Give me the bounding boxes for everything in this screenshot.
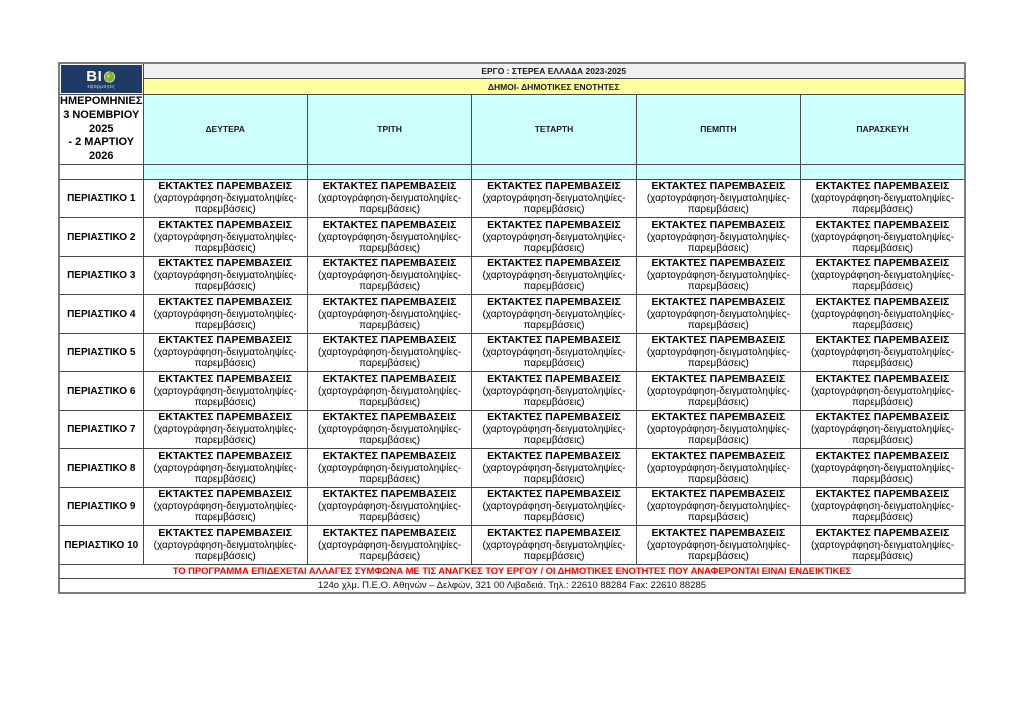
cell-subtitle: (χαρτογράφηση-δειγματοληψίες-παρεμβάσεις) xyxy=(646,424,790,447)
cell-subtitle: (χαρτογράφηση-δειγματοληψίες-παρεμβάσεις) xyxy=(482,462,626,485)
schedule-cell xyxy=(636,487,800,526)
cell-subtitle: (χαρτογράφηση-δειγματοληψίες-παρεμβάσεις) xyxy=(318,231,462,254)
cell-title: ΕΚΤΑΚΤΕΣ ΠΑΡΕΜΒΑΣΕΙΣ xyxy=(651,257,786,270)
date-range-header xyxy=(59,95,143,165)
cell-title: ΕΚΤΑΚΤΕΣ ΠΑΡΕΜΒΑΣΕΙΣ xyxy=(815,488,950,501)
zone-label: ΠΕΡΙΑΣΤΙΚΟ 2 xyxy=(59,218,143,257)
schedule-cell xyxy=(636,256,800,295)
logo-text: BI xyxy=(86,67,103,85)
schedule-cell xyxy=(307,410,471,449)
day-header-wednesday: ΤΕΤΑΡΤΗ xyxy=(472,95,636,165)
schedule-cell xyxy=(307,179,471,218)
cell-subtitle: (χαρτογράφηση-δειγματοληψίες-παρεμβάσεις) xyxy=(482,308,626,331)
schedule-cell xyxy=(143,333,307,372)
table-row xyxy=(59,410,965,449)
zone-label: ΠΕΡΙΑΣΤΙΚΟ 7 xyxy=(59,410,143,449)
cell-subtitle: (χαρτογράφηση-δειγματοληψίες-παρεμβάσεις) xyxy=(646,462,790,485)
cell-subtitle: (χαρτογράφηση-δειγματοληψίες-παρεμβάσεις) xyxy=(646,308,790,331)
cell-title: ΕΚΤΑΚΤΕΣ ΠΑΡΕΜΒΑΣΕΙΣ xyxy=(815,372,950,385)
spacer-cell xyxy=(307,164,471,179)
cell-title: ΕΚΤΑΚΤΕΣ ΠΑΡΕΜΒΑΣΕΙΣ xyxy=(158,449,293,462)
logo-subtitle: εφαρμογές xyxy=(87,83,116,90)
schedule-cell xyxy=(801,295,965,334)
cell-subtitle: (χαρτογράφηση-δειγματοληψίες-παρεμβάσεις) xyxy=(482,385,626,408)
table-row xyxy=(59,449,965,488)
cell-title: ΕΚΤΑΚΤΕΣ ΠΑΡΕΜΒΑΣΕΙΣ xyxy=(322,295,457,308)
cell-subtitle: (χαρτογράφηση-δειγματοληψίες-παρεμβάσεις) xyxy=(646,539,790,562)
project-title: ΕΡΓΟ : ΣΤΕΡΕΑ ΕΛΛΑΔΑ 2023-2025 xyxy=(143,63,965,79)
cell-title: ΕΚΤΑΚΤΕΣ ΠΑΡΕΜΒΑΣΕΙΣ xyxy=(487,334,621,347)
cell-title: ΕΚΤΑΚΤΕΣ ΠΑΡΕΜΒΑΣΕΙΣ xyxy=(487,449,621,462)
cell-title: ΕΚΤΑΚΤΕΣ ΠΑΡΕΜΒΑΣΕΙΣ xyxy=(322,411,457,424)
cell-title: ΕΚΤΑΚΤΕΣ ΠΑΡΕΜΒΑΣΕΙΣ xyxy=(815,257,950,270)
cell-subtitle: (χαρτογράφηση-δειγματοληψίες-παρεμβάσεις) xyxy=(810,462,955,485)
olive-o-icon xyxy=(103,70,116,83)
schedule-cell xyxy=(801,218,965,257)
cell-subtitle: (χαρτογράφηση-δειγματοληψίες-παρεμβάσεις) xyxy=(810,539,955,562)
day-header-tuesday: ΤΡΙΤΗ xyxy=(307,95,471,165)
cell-subtitle: (χαρτογράφηση-δειγματοληψίες-παρεμβάσεις) xyxy=(810,424,955,447)
cell-subtitle: (χαρτογράφηση-δειγματοληψίες-παρεμβάσεις) xyxy=(153,501,297,524)
table-row xyxy=(59,218,965,257)
cell-title: ΕΚΤΑΚΤΕΣ ΠΑΡΕΜΒΑΣΕΙΣ xyxy=(158,257,293,270)
cell-title: ΕΚΤΑΚΤΕΣ ΠΑΡΕΜΒΑΣΕΙΣ xyxy=(815,180,950,193)
date-range-line3: - 2 ΜΑΡΤΙΟΥ 2026 xyxy=(68,136,135,162)
cell-title: ΕΚΤΑΚΤΕΣ ΠΑΡΕΜΒΑΣΕΙΣ xyxy=(487,526,621,539)
cell-subtitle: (χαρτογράφηση-δειγματοληψίες-παρεμβάσεις) xyxy=(153,424,297,447)
cell-subtitle: (χαρτογράφηση-δειγματοληψίες-παρεμβάσεις) xyxy=(482,501,626,524)
schedule-cell xyxy=(472,218,636,257)
banner-row-municipalities xyxy=(59,79,965,95)
cell-title: ΕΚΤΑΚΤΕΣ ΠΑΡΕΜΒΑΣΕΙΣ xyxy=(651,218,786,231)
schedule-cell xyxy=(307,218,471,257)
cell-subtitle: (χαρτογράφηση-δειγματοληψίες-παρεμβάσεις) xyxy=(153,347,297,370)
cell-subtitle: (χαρτογράφηση-δειγματοληψίες-παρεμβάσεις) xyxy=(482,270,626,293)
zone-label: ΠΕΡΙΑΣΤΙΚΟ 5 xyxy=(59,333,143,372)
cell-subtitle: (χαρτογράφηση-δειγματοληψίες-παρεμβάσεις) xyxy=(153,462,297,485)
cell-title: ΕΚΤΑΚΤΕΣ ΠΑΡΕΜΒΑΣΕΙΣ xyxy=(322,449,457,462)
zone-label: ΠΕΡΙΑΣΤΙΚΟ 4 xyxy=(59,295,143,334)
schedule-cell xyxy=(801,449,965,488)
table-row xyxy=(59,333,965,372)
schedule-cell xyxy=(472,526,636,565)
cell-subtitle: (χαρτογράφηση-δειγματοληψίες-παρεμβάσεις) xyxy=(810,347,955,370)
cell-title: ΕΚΤΑΚΤΕΣ ΠΑΡΕΜΒΑΣΕΙΣ xyxy=(487,372,621,385)
cell-title: ΕΚΤΑΚΤΕΣ ΠΑΡΕΜΒΑΣΕΙΣ xyxy=(158,334,293,347)
cell-title: ΕΚΤΑΚΤΕΣ ΠΑΡΕΜΒΑΣΕΙΣ xyxy=(322,218,457,231)
cell-subtitle: (χαρτογράφηση-δειγματοληψίες-παρεμβάσεις) xyxy=(646,270,790,293)
cell-subtitle: (χαρτογράφηση-δειγματοληψίες-παρεμβάσεις) xyxy=(318,462,462,485)
cell-subtitle: (χαρτογράφηση-δειγματοληψίες-παρεμβάσεις) xyxy=(482,193,626,216)
schedule-cell xyxy=(472,295,636,334)
schedule-cell xyxy=(636,333,800,372)
cell-title: ΕΚΤΑΚΤΕΣ ΠΑΡΕΜΒΑΣΕΙΣ xyxy=(487,488,621,501)
cell-subtitle: (χαρτογράφηση-δειγματοληψίες-παρεμβάσεις) xyxy=(318,501,462,524)
cell-subtitle: (χαρτογράφηση-δειγματοληψίες-παρεμβάσεις) xyxy=(482,424,626,447)
schedule-cell xyxy=(143,218,307,257)
program-notice: ΤΟ ΠΡΟΓΡΑΜΜΑ ΕΠΙΔΕΧΕΤΑΙ ΑΛΛΑΓΕΣ ΣΥΜΦΩΝΑ ΜΕ ΤΙΣ ΑΝΑΓΚΕΣ ΤΟΥ ΕΡΓΟΥ / ΟΙ ΔΗΜΟΤΙΚΕΣ ΕΝΟΤΗΤΕΣ ΠΟΥ ΑΝΑΦΕΡΟΝΤΑΙ ΕΙΝΑΙ ΕΝΔΕΙΚΤΙΚΕΣ xyxy=(59,564,965,578)
date-range-line2: 3 ΝΟΕΜΒΡΙΟΥ 2025 xyxy=(63,108,140,135)
schedule-cell xyxy=(472,333,636,372)
cell-title: ΕΚΤΑΚΤΕΣ ΠΑΡΕΜΒΑΣΕΙΣ xyxy=(651,180,786,193)
schedule-cell xyxy=(307,487,471,526)
logo-cell xyxy=(59,63,143,95)
schedule-cell xyxy=(801,372,965,411)
schedule-cell xyxy=(143,295,307,334)
cell-subtitle: (χαρτογράφηση-δειγματοληψίες-παρεμβάσεις) xyxy=(646,231,790,254)
cell-subtitle: (χαρτογράφηση-δειγματοληψίες-παρεμβάσεις) xyxy=(810,231,955,254)
schedule-cell xyxy=(801,410,965,449)
schedule-cell xyxy=(143,449,307,488)
table-row xyxy=(59,256,965,295)
schedule-cell xyxy=(143,179,307,218)
cell-subtitle: (χαρτογράφηση-δειγματοληψίες-παρεμβάσεις) xyxy=(153,193,297,216)
schedule-cell xyxy=(636,372,800,411)
schedule-cell xyxy=(307,256,471,295)
schedule-cell xyxy=(307,372,471,411)
spacer-cell xyxy=(636,164,800,179)
cell-title: ΕΚΤΑΚΤΕΣ ΠΑΡΕΜΒΑΣΕΙΣ xyxy=(651,526,786,539)
schedule-cell xyxy=(801,179,965,218)
contact-footer: 124ο χλμ. Π.Ε.Ο. Αθηνών – Δελφών, 321 00 Λιβαδειά. Τηλ.: 22610 88284 Fax: 22610 88285 xyxy=(59,578,965,593)
schedule-cell xyxy=(636,526,800,565)
cell-subtitle: (χαρτογράφηση-δειγματοληψίες-παρεμβάσεις) xyxy=(318,539,462,562)
date-range-line1: ΗΜΕΡΟΜΗΝΙΕΣ xyxy=(60,95,143,107)
cell-subtitle: (χαρτογράφηση-δειγματοληψίες-παρεμβάσεις) xyxy=(153,539,297,562)
cell-subtitle: (χαρτογράφηση-δειγματοληψίες-παρεμβάσεις) xyxy=(153,231,297,254)
cell-title: ΕΚΤΑΚΤΕΣ ΠΑΡΕΜΒΑΣΕΙΣ xyxy=(487,411,621,424)
schedule-cell xyxy=(636,449,800,488)
schedule-cell xyxy=(472,179,636,218)
schedule-cell xyxy=(636,410,800,449)
cell-subtitle: (χαρτογράφηση-δειγματοληψίες-παρεμβάσεις) xyxy=(646,193,790,216)
schedule-cell xyxy=(307,526,471,565)
schedule-cell xyxy=(143,487,307,526)
cell-subtitle: (χαρτογράφηση-δειγματοληψίες-παρεμβάσεις) xyxy=(482,539,626,562)
municipalities-title: ΔΗΜΟΙ- ΔΗΜΟΤΙΚΕΣ ΕΝΟΤΗΤΕΣ xyxy=(143,79,965,95)
cell-title: ΕΚΤΑΚΤΕΣ ΠΑΡΕΜΒΑΣΕΙΣ xyxy=(815,218,950,231)
cell-title: ΕΚΤΑΚΤΕΣ ΠΑΡΕΜΒΑΣΕΙΣ xyxy=(815,526,950,539)
cell-title: ΕΚΤΑΚΤΕΣ ΠΑΡΕΜΒΑΣΕΙΣ xyxy=(158,218,293,231)
cell-title: ΕΚΤΑΚΤΕΣ ΠΑΡΕΜΒΑΣΕΙΣ xyxy=(322,526,457,539)
notice-row xyxy=(59,564,965,578)
cell-title: ΕΚΤΑΚΤΕΣ ΠΑΡΕΜΒΑΣΕΙΣ xyxy=(322,372,457,385)
cell-title: ΕΚΤΑΚΤΕΣ ΠΑΡΕΜΒΑΣΕΙΣ xyxy=(487,295,621,308)
cell-title: ΕΚΤΑΚΤΕΣ ΠΑΡΕΜΒΑΣΕΙΣ xyxy=(487,218,621,231)
schedule-cell xyxy=(472,449,636,488)
day-header-thursday: ΠΕΜΠΤΗ xyxy=(636,95,800,165)
table-row xyxy=(59,487,965,526)
schedule-cell xyxy=(307,449,471,488)
day-header-friday: ΠΑΡΑΣΚΕΥΗ xyxy=(801,95,965,165)
spacer-row xyxy=(59,164,965,179)
cell-title: ΕΚΤΑΚΤΕΣ ΠΑΡΕΜΒΑΣΕΙΣ xyxy=(487,180,621,193)
schedule-cell xyxy=(143,256,307,295)
cell-title: ΕΚΤΑΚΤΕΣ ΠΑΡΕΜΒΑΣΕΙΣ xyxy=(322,257,457,270)
cell-title: ΕΚΤΑΚΤΕΣ ΠΑΡΕΜΒΑΣΕΙΣ xyxy=(158,488,293,501)
schedule-cell xyxy=(472,256,636,295)
schedule-cell xyxy=(801,526,965,565)
cell-title: ΕΚΤΑΚΤΕΣ ΠΑΡΕΜΒΑΣΕΙΣ xyxy=(158,526,293,539)
cell-subtitle: (χαρτογράφηση-δειγματοληψίες-παρεμβάσεις) xyxy=(810,193,955,216)
schedule-cell xyxy=(307,333,471,372)
cell-title: ΕΚΤΑΚΤΕΣ ΠΑΡΕΜΒΑΣΕΙΣ xyxy=(651,449,786,462)
cell-title: ΕΚΤΑΚΤΕΣ ΠΑΡΕΜΒΑΣΕΙΣ xyxy=(158,180,293,193)
spacer-cell xyxy=(143,164,307,179)
schedule-cell xyxy=(636,218,800,257)
cell-title: ΕΚΤΑΚΤΕΣ ΠΑΡΕΜΒΑΣΕΙΣ xyxy=(158,295,293,308)
day-header-monday: ΔΕΥΤΕΡΑ xyxy=(143,95,307,165)
zone-label: ΠΕΡΙΑΣΤΙΚΟ 9 xyxy=(59,487,143,526)
cell-subtitle: (χαρτογράφηση-δειγματοληψίες-παρεμβάσεις) xyxy=(153,308,297,331)
spacer-cell xyxy=(801,164,965,179)
schedule-cell xyxy=(307,295,471,334)
table-row xyxy=(59,179,965,218)
day-header-row xyxy=(59,95,965,165)
bio-logo xyxy=(61,65,142,93)
table-row xyxy=(59,295,965,334)
cell-title: ΕΚΤΑΚΤΕΣ ΠΑΡΕΜΒΑΣΕΙΣ xyxy=(322,488,457,501)
cell-title: ΕΚΤΑΚΤΕΣ ΠΑΡΕΜΒΑΣΕΙΣ xyxy=(651,411,786,424)
cell-subtitle: (χαρτογράφηση-δειγματοληψίες-παρεμβάσεις) xyxy=(318,270,462,293)
footer-row xyxy=(59,578,965,593)
schedule-cell xyxy=(143,526,307,565)
cell-subtitle: (χαρτογράφηση-δειγματοληψίες-παρεμβάσεις) xyxy=(318,308,462,331)
cell-subtitle: (χαρτογράφηση-δειγματοληψίες-παρεμβάσεις) xyxy=(646,501,790,524)
zone-label: ΠΕΡΙΑΣΤΙΚΟ 1 xyxy=(59,179,143,218)
cell-title: ΕΚΤΑΚΤΕΣ ΠΑΡΕΜΒΑΣΕΙΣ xyxy=(815,411,950,424)
zone-label: ΠΕΡΙΑΣΤΙΚΟ 10 xyxy=(59,526,143,565)
zone-label: ΠΕΡΙΑΣΤΙΚΟ 6 xyxy=(59,372,143,411)
cell-subtitle: (χαρτογράφηση-δειγματοληψίες-παρεμβάσεις) xyxy=(810,385,955,408)
schedule-cell xyxy=(636,179,800,218)
cell-subtitle: (χαρτογράφηση-δειγματοληψίες-παρεμβάσεις) xyxy=(153,270,297,293)
table-row xyxy=(59,372,965,411)
cell-title: ΕΚΤΑΚΤΕΣ ΠΑΡΕΜΒΑΣΕΙΣ xyxy=(651,488,786,501)
schedule-cell xyxy=(801,256,965,295)
zone-label: ΠΕΡΙΑΣΤΙΚΟ 8 xyxy=(59,449,143,488)
cell-title: ΕΚΤΑΚΤΕΣ ΠΑΡΕΜΒΑΣΕΙΣ xyxy=(651,334,786,347)
schedule-cell xyxy=(801,333,965,372)
cell-subtitle: (χαρτογράφηση-δειγματοληψίες-παρεμβάσεις) xyxy=(646,347,790,370)
cell-subtitle: (χαρτογράφηση-δειγματοληψίες-παρεμβάσεις) xyxy=(482,347,626,370)
schedule-cell xyxy=(801,487,965,526)
cell-title: ΕΚΤΑΚΤΕΣ ΠΑΡΕΜΒΑΣΕΙΣ xyxy=(815,334,950,347)
cell-title: ΕΚΤΑΚΤΕΣ ΠΑΡΕΜΒΑΣΕΙΣ xyxy=(487,257,621,270)
schedule-cell xyxy=(143,410,307,449)
cell-subtitle: (χαρτογράφηση-δειγματοληψίες-παρεμβάσεις) xyxy=(318,193,462,216)
cell-title: ΕΚΤΑΚΤΕΣ ΠΑΡΕΜΒΑΣΕΙΣ xyxy=(815,449,950,462)
schedule-cell xyxy=(472,487,636,526)
schedule-cell xyxy=(472,372,636,411)
cell-subtitle: (χαρτογράφηση-δειγματοληψίες-παρεμβάσεις) xyxy=(318,347,462,370)
cell-subtitle: (χαρτογράφηση-δειγματοληψίες-παρεμβάσεις) xyxy=(810,270,955,293)
schedule-cell xyxy=(472,410,636,449)
zone-label: ΠΕΡΙΑΣΤΙΚΟ 3 xyxy=(59,256,143,295)
cell-title: ΕΚΤΑΚΤΕΣ ΠΑΡΕΜΒΑΣΕΙΣ xyxy=(815,295,950,308)
banner-row-project xyxy=(59,63,965,79)
cell-title: ΕΚΤΑΚΤΕΣ ΠΑΡΕΜΒΑΣΕΙΣ xyxy=(651,295,786,308)
table-row xyxy=(59,526,965,565)
schedule-table xyxy=(58,62,966,594)
spacer-cell xyxy=(472,164,636,179)
cell-title: ΕΚΤΑΚΤΕΣ ΠΑΡΕΜΒΑΣΕΙΣ xyxy=(322,334,457,347)
cell-subtitle: (χαρτογράφηση-δειγματοληψίες-παρεμβάσεις) xyxy=(318,385,462,408)
cell-subtitle: (χαρτογράφηση-δειγματοληψίες-παρεμβάσεις) xyxy=(482,231,626,254)
cell-subtitle: (χαρτογράφηση-δειγματοληψίες-παρεμβάσεις) xyxy=(646,385,790,408)
cell-subtitle: (χαρτογράφηση-δειγματοληψίες-παρεμβάσεις) xyxy=(153,385,297,408)
cell-subtitle: (χαρτογράφηση-δειγματοληψίες-παρεμβάσεις) xyxy=(318,424,462,447)
spacer-cell xyxy=(59,164,143,179)
cell-title: ΕΚΤΑΚΤΕΣ ΠΑΡΕΜΒΑΣΕΙΣ xyxy=(322,180,457,193)
schedule-cell xyxy=(143,372,307,411)
cell-subtitle: (χαρτογράφηση-δειγματοληψίες-παρεμβάσεις) xyxy=(810,308,955,331)
cell-subtitle: (χαρτογράφηση-δειγματοληψίες-παρεμβάσεις) xyxy=(810,501,955,524)
cell-title: ΕΚΤΑΚΤΕΣ ΠΑΡΕΜΒΑΣΕΙΣ xyxy=(158,372,293,385)
cell-title: ΕΚΤΑΚΤΕΣ ΠΑΡΕΜΒΑΣΕΙΣ xyxy=(158,411,293,424)
schedule-cell xyxy=(636,295,800,334)
cell-title: ΕΚΤΑΚΤΕΣ ΠΑΡΕΜΒΑΣΕΙΣ xyxy=(651,372,786,385)
